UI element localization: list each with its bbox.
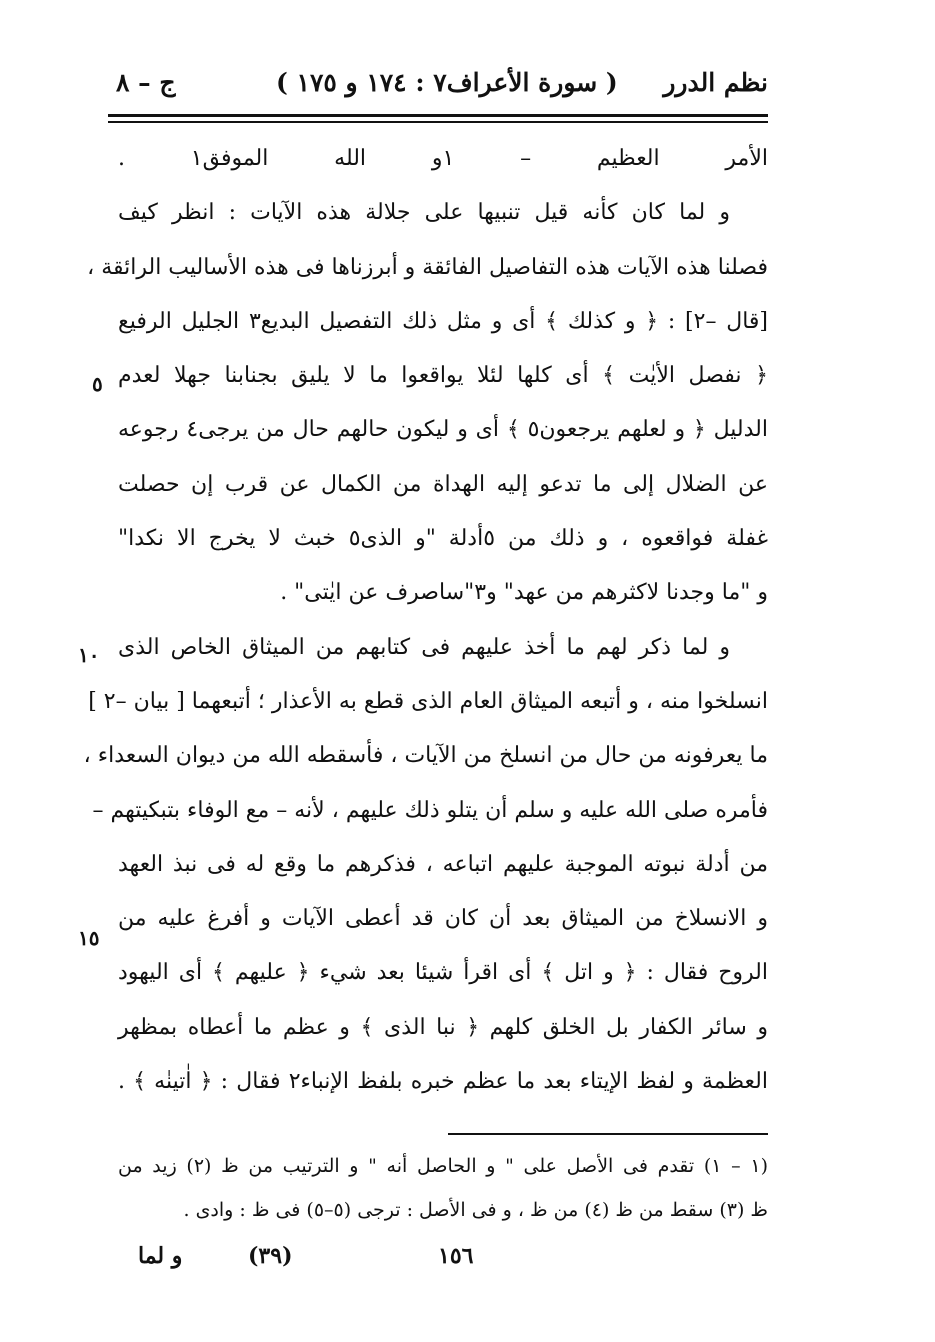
text-line: و لما ذكر لهم ما أخذ عليهم فى كتابهم من الميثاق الخاص الذى [118, 634, 730, 660]
header-rule-thin [108, 121, 768, 123]
line-number-10: ١٠ [78, 643, 100, 667]
text-line: ﴿ نفصل الأيٰت ﴾ أى كلها لئلا يواقعوا ما لا يليق بجنابنا جهلا لعدم [118, 363, 768, 389]
page-number: ١٥٦ [438, 1243, 474, 1269]
text-line: الدليل ﴿ و لعلهم يرجعون٥ ﴾ أى و ليكون حالهم حال من يرجى٤ رجوعه [118, 417, 769, 443]
text-line: الروح فقال : ﴿ و اتل ﴾ أى اقرأ شيئا بعد شيء ﴿ عليهم ﴾ أى اليهود [118, 960, 768, 986]
text-line: فصلنا هذه الآيات هذه التفاصيل الفائقة و أبرزناها فى هذه الأساليب الرائقة ، [87, 254, 768, 280]
book-title: نظم الدرر [663, 68, 768, 97]
text-line: ما يعرفونه من حال من انسلخ من الآيات ، فأسقطه الله من ديوان السعداء ، [83, 743, 768, 769]
surah-reference: ( سورة الأعراف٧ : ١٧٤ و ١٧٥ ) [276, 68, 618, 97]
signature-mark: (٣٩) [248, 1243, 293, 1269]
line-number-5: ٥ [92, 372, 103, 396]
footnote-line: (١ – ١) تقدم فى الأصل على " و الحاصل أنه " و الترتيب من ظ (٢) زيد من [118, 1155, 768, 1177]
header-rule-thick [108, 114, 768, 117]
text-line: [قال –٢] : ﴿ و كذلك ﴾ أى و مثل ذلك التفصيل البديع٣ الجليل الرفيع [118, 308, 769, 334]
catchword: و لما [138, 1243, 183, 1269]
text-line: انسلخوا منه ، و أتبعه الميثاق العام الذى قطع به الأعذار ؛ أتبعهما [ بيان –٢ ] [88, 688, 768, 714]
text-line: و سائر الكفار بل الخلق كلهم ﴿ نبا الذى ﴾ و عظم ما أعطاه بمظهر [118, 1014, 768, 1040]
volume-label: ج – ٨ [116, 68, 176, 97]
running-header [108, 62, 768, 106]
text-line: و الانسلاخ من الميثاق بعد أن كان قد أعطى الآيات و أفرغ عليه من [118, 906, 768, 932]
text-line: و "ما وجدنا لاكثرهم من عهد" و٣"ساصرف عن ايٰتى" . [280, 580, 768, 606]
footnotes [118, 1144, 768, 1232]
text-line: الأمر العظيم – ١و الله الموفق١ . [118, 146, 768, 171]
text-line: من أدلة نبوته الموجبة عليهم اتباعه ، فذكرهم ما وقع له فى نبذ العهد [118, 851, 768, 877]
footnote-line: ظ (٣) سقط من ظ (٤) من ظ ، و فى الأصل : ترجى (٥–٥) فى ظ : وادى . [183, 1199, 768, 1221]
text-line: عن الضلال إلى ما تدعو إليه الهداة من الكمال عن قرب إن حصلت [118, 471, 768, 497]
page-footer [118, 1235, 768, 1275]
text-line: غفلة فواقعوه ، و ذلك من ٥أدلة "و الذى٥ خبث لا يخرج الا نكدا" [118, 526, 768, 552]
text-line: و لما كان كأنه قيل تنبيها على جلالة هذه الآيات : انظر كيف [118, 200, 730, 226]
line-number-15: ١٥ [78, 926, 100, 950]
footnote-rule [448, 1133, 768, 1135]
text-line: فأمره صلى الله عليه و سلم أن يتلو ذلك عليهم ، لأنه – مع الوفاء بتبكيتهم – [92, 797, 768, 823]
text-line: العظمة و لفظ الإيتاء بعد ما عظم خبره بلفظ الإنباء٢ فقال : ﴿ اٰتينٰه ﴾ . [118, 1069, 768, 1095]
